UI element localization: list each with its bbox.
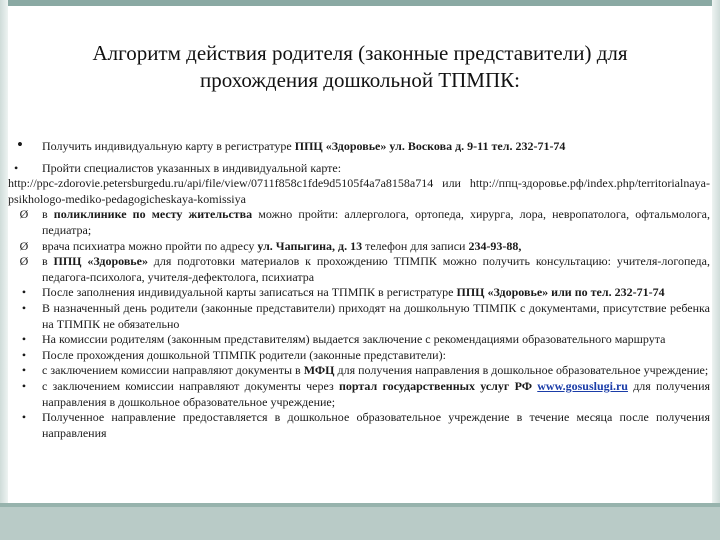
list-item <box>8 363 710 379</box>
page-title <box>30 40 690 94</box>
item-bold-text: портал государственных услуг РФ <box>338 378 533 393</box>
gosuslugi-link[interactable]: www.gosuslugi.ru <box>537 378 628 393</box>
item-text: В назначенный день родители (законные представители) приходят на дошкольную ТПМПК с документами, присутствие ребенка на ТПМПК не обязательно <box>42 300 710 331</box>
item-bold-text: поликлинике по месту жительства <box>53 207 253 222</box>
item-bold-text: ППЦ «Здоровье» ул. Воскова д. 9-11 тел. 232-71-74 <box>294 139 566 153</box>
frame-right-border <box>712 0 720 540</box>
bullet-icon: • <box>21 285 27 300</box>
frame-bottom-bar <box>0 503 720 540</box>
arrow-bullet-icon: Ø <box>19 254 29 269</box>
arrow-bullet-icon: Ø <box>19 238 29 253</box>
item-text: для получения направления в дошкольное образовательное учреждение; <box>42 378 711 409</box>
frame-top-bar <box>0 0 720 6</box>
list-item <box>8 207 710 238</box>
item-bold-text: ул. Чапыгина, д. 13 <box>257 238 363 253</box>
item-text: После прохождения дошкольной ТПМПК родители (законные представители): <box>42 347 446 362</box>
item-text: Получить индивидуальную карту в регистратуре <box>42 139 295 153</box>
list-item <box>8 239 710 255</box>
list-item <box>8 348 710 364</box>
arrow-bullet-icon: Ø <box>19 207 29 222</box>
item-bold-text: ППЦ «Здоровье» <box>53 254 148 269</box>
title-line-1: Алгоритм действия родителя (законные представители) для <box>92 41 628 65</box>
list-item <box>8 379 710 410</box>
item-text: Пройти специалистов указанных в индивидуальной карте: <box>42 160 342 175</box>
bullet-icon: • <box>21 363 27 378</box>
title-line-2: прохождения дошкольной ТПМПК: <box>200 68 520 92</box>
item-bold-text: МФЦ <box>303 363 335 378</box>
item-text: телефон для записи <box>362 238 469 253</box>
list-item <box>8 410 710 441</box>
item-text: в <box>42 207 54 222</box>
item-text: для получения направления в дошкольное образовательное учреждение; <box>334 363 709 378</box>
item-text: с заключением комиссии направляют документы в <box>42 363 304 378</box>
instructions-list <box>8 135 711 441</box>
item-bold-text: ППЦ «Здоровье» или по тел. 232-71-74 <box>456 285 665 300</box>
list-item <box>8 301 710 332</box>
item-text: На комиссии родителям (законным представителям) выдается заключение с рекомендациями образовательного маршрута <box>42 332 666 347</box>
item-text: с заключением комиссии направляют документы через <box>42 378 339 393</box>
list-item <box>8 161 710 208</box>
item-text: в <box>42 254 54 269</box>
list-item <box>8 254 710 285</box>
bullet-icon: • <box>21 378 27 393</box>
list-item <box>8 285 710 301</box>
bullet-icon: • <box>21 300 27 315</box>
item-text: Полученное направление предоставляется в дошкольное образовательное учреждение в течение месяца после получения направления <box>42 410 710 440</box>
item-text: врача психиатра можно пройти по адресу <box>42 238 258 253</box>
item-text: После заполнения индивидуальной карты записаться на ТПМПК в регистратуре <box>42 285 457 300</box>
item-url-text: http://ppc-zdorovie.petersburgedu.ru/api/file/view/0711f858c1fde9d5105f4a7a8158a714 или http://ппц-здоровье.рф/index.php/territorialnaya-psikhologo-mediko-pedagogicheskaya-komissiya <box>8 176 710 206</box>
list-item <box>8 135 710 155</box>
bullet-icon: • <box>17 135 23 154</box>
item-bold-text: 234-93-88, <box>468 238 522 253</box>
item-text: для подготовки материалов к прохождению ТПМПК можно получить консультацию: учителя-логопеда, педагога-психолога, учителя-дефектолога, психиатра <box>42 254 710 284</box>
list-item <box>8 332 710 348</box>
item-text: можно пройти: аллерголога, ортопеда, хирурга, лора, невропатолога, офтальмолога, педиатра; <box>42 207 710 237</box>
bullet-icon: • <box>21 332 27 347</box>
bullet-icon: • <box>14 160 19 175</box>
bullet-icon: • <box>21 347 27 362</box>
bullet-icon: • <box>21 410 27 425</box>
frame-left-border <box>0 0 8 540</box>
